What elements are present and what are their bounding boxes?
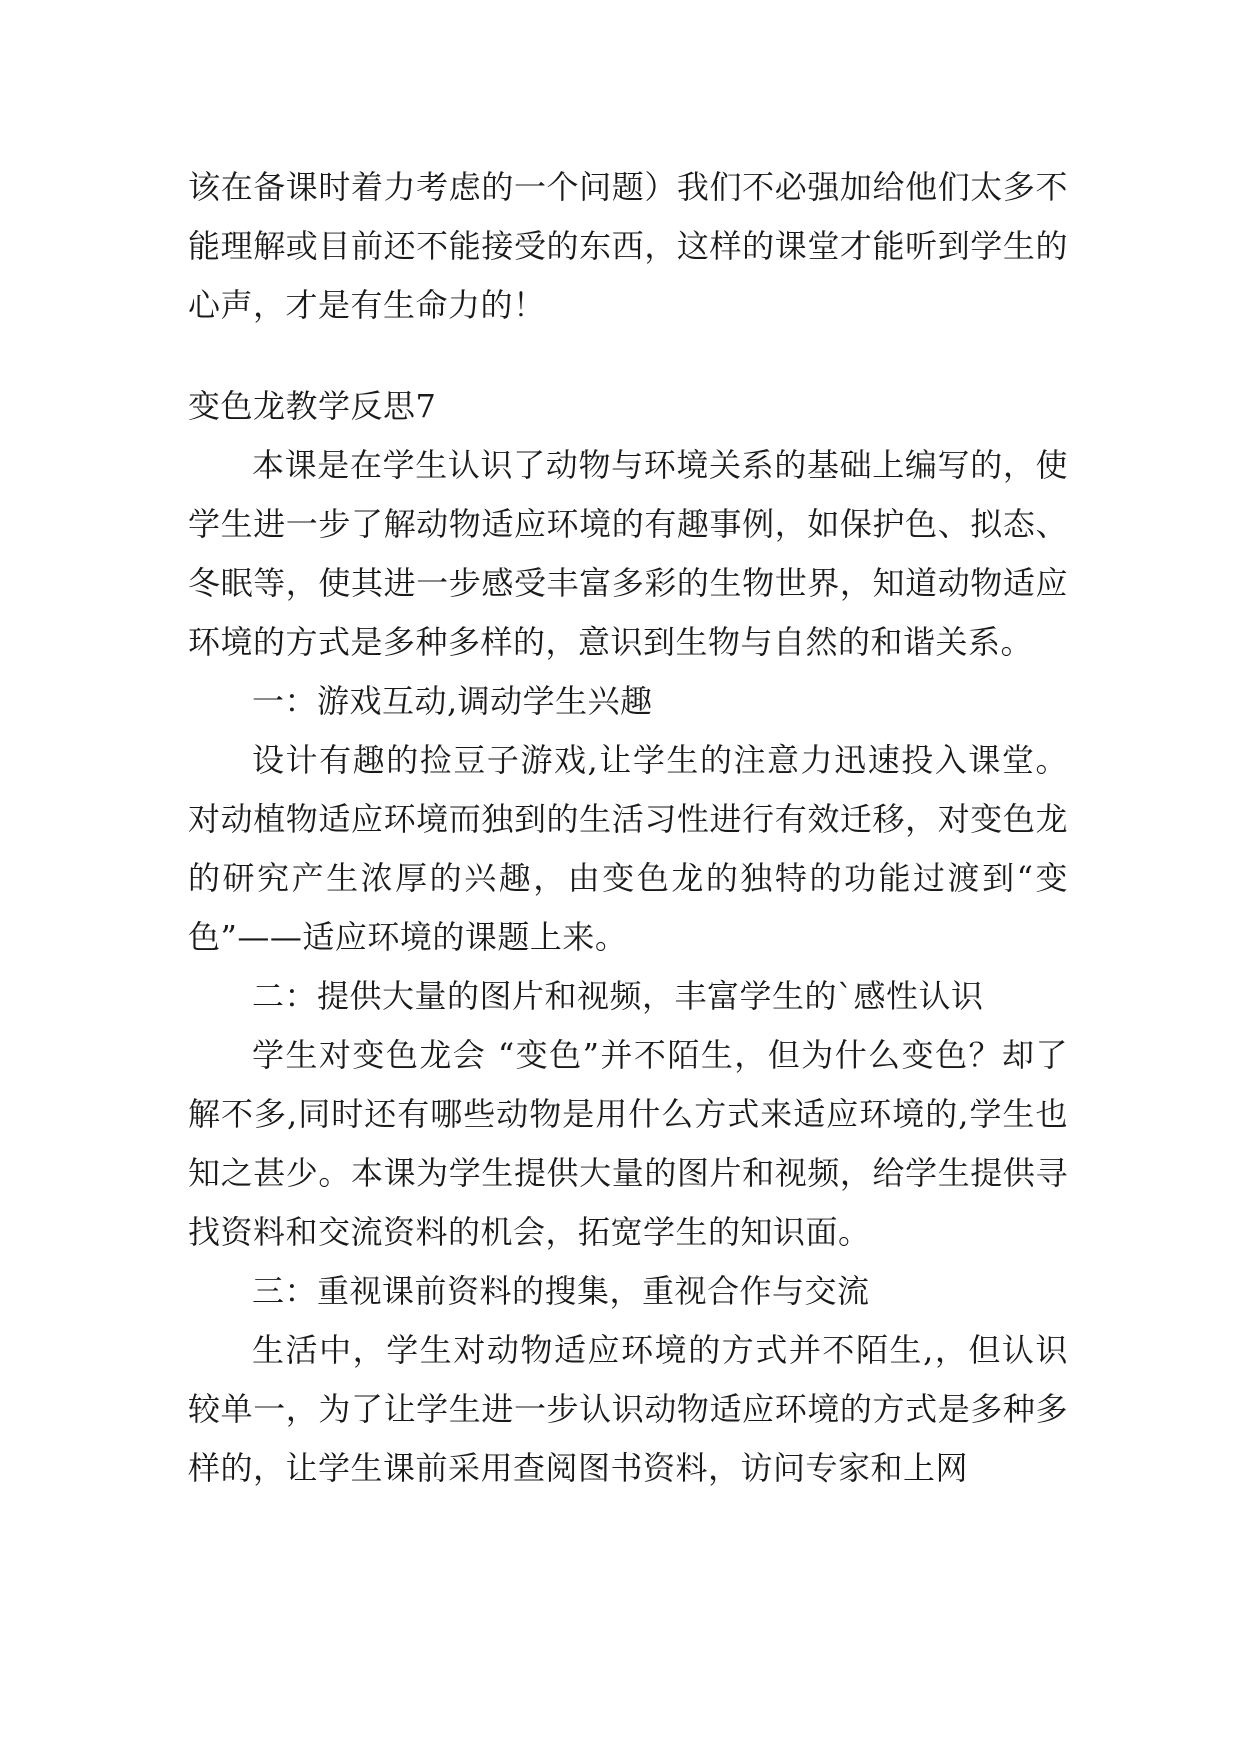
point-three-paragraph: 生活中，学生对动物适应环境的方式并不陌生,，但认识较单一，为了让学生进一步认识动物适应环境的方式是多种多样的，让学生课前采用查阅图书资料，访问专家和上网 [188, 1331, 1068, 1487]
continuation-paragraph: 该在备课时着力考虑的一个问题）我们不必强加给他们太多不能理解或目前还不能接受的东西，这样的课堂才能听到学生的心声，才是有生命力的！ [188, 168, 1068, 324]
point-one-heading: 一：游戏互动,调动学生兴趣 [252, 682, 653, 720]
section-title: 变色龙教学反思7 [188, 387, 437, 425]
point-one-paragraph: 设计有趣的捡豆子游戏,让学生的注意力迅速投入课堂。对动植物适应环境而独到的生活习性进行有效迁移，对变色龙的研究产生浓厚的兴趣，由变色龙的独特的功能过渡到“变色”——适应环境的课题上来。 [188, 741, 1068, 956]
document-body [188, 158, 1068, 1498]
point-two-paragraph: 学生对变色龙会 “变色”并不陌生，但为什么变色？却了解不多,同时还有哪些动物是用什么方式来适应环境的,学生也知之甚少。本课为学生提供大量的图片和视频，给学生提供寻找资料和交流资料的机会，拓宽学生的知识面。 [188, 1036, 1068, 1251]
point-two-heading: 二：提供大量的图片和视频，丰富学生的`感性认识 [252, 977, 984, 1015]
point-three-heading: 三：重视课前资料的搜集，重视合作与交流 [252, 1272, 870, 1310]
intro-paragraph: 本课是在学生认识了动物与环境关系的基础上编写的，使学生进一步了解动物适应环境的有趣事例，如保护色、拟态、冬眠等，使其进一步感受丰富多彩的生物世界，知道动物适应环境的方式是多种多样的，意识到生物与自然的和谐关系。 [188, 446, 1068, 661]
